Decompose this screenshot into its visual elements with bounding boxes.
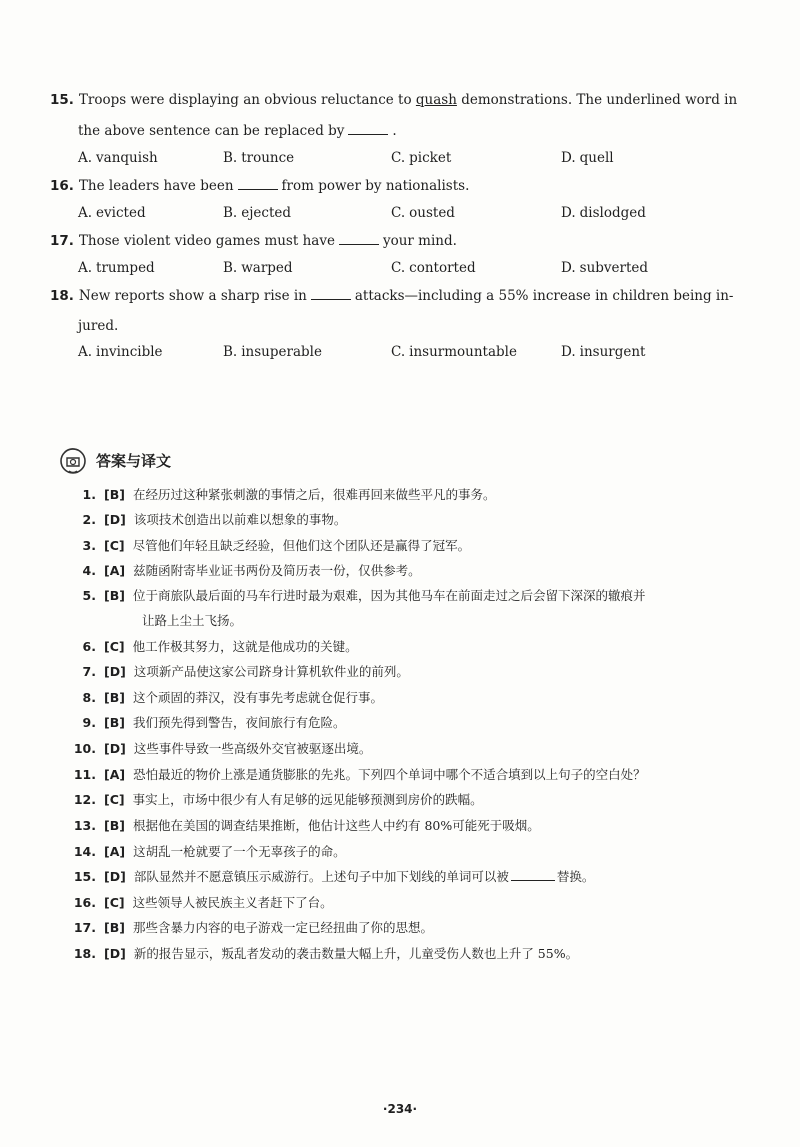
option-text: trounce	[241, 150, 295, 166]
option-letter: D.	[561, 344, 576, 360]
option-text: trumped	[96, 260, 155, 276]
question-number: 15.	[50, 92, 74, 108]
answer-number: 6.	[82, 639, 96, 654]
underlined-word: quash	[415, 92, 457, 108]
option-letter: B.	[223, 260, 238, 276]
answer-continuation: 让路上尘土飞扬。	[142, 613, 243, 628]
answer-number: 10.	[73, 741, 96, 756]
option-letter: C.	[391, 260, 406, 276]
option-b	[223, 342, 322, 362]
question-text: Those violent video games must have	[78, 233, 335, 249]
answer-translation: 兹随函附寄毕业证书两份及简历表一份，仅供参考。	[133, 563, 421, 578]
option-letter: C.	[391, 205, 406, 221]
answer-number: 15.	[73, 869, 96, 884]
answer-number: 7.	[82, 664, 96, 679]
question-16	[50, 176, 750, 196]
option-letter: D.	[561, 205, 576, 221]
answer-translation: 这些领导人被民族主义者赶下了台。	[132, 895, 333, 910]
answer-translation: 恐怕最近的物价上涨是通货膨胀的先兆。下列四个单词中哪个不适合填到以上句子的空白处？	[133, 767, 646, 782]
option-text: insuperable	[241, 344, 322, 360]
question-text: demonstrations. The underlined word in	[456, 92, 738, 108]
question-text: your mind.	[382, 233, 457, 249]
answer-number: 18.	[73, 946, 96, 961]
option-letter: D.	[561, 150, 576, 166]
answer-translation: 在经历过这种紧张刺激的事情之后，很难再回来做些平凡的事务。	[132, 487, 496, 502]
answer-key-icon	[58, 444, 90, 476]
answer-number: 9.	[82, 715, 96, 730]
answer-key: [D]	[104, 869, 126, 884]
answer-key: [A]	[104, 767, 126, 782]
answer-key: [B]	[104, 818, 125, 833]
answer-number: 5.	[82, 588, 96, 603]
answer-translation: 位于商旅队最后面的马车行进时最为艰难，因为其他马车在前面走过之后会留下深深的辙痕并	[132, 588, 646, 603]
answer-translation: 这项新产品使这家公司跻身计算机软件业的前列。	[133, 664, 409, 679]
answer-number: 12.	[73, 792, 96, 807]
answer-item	[70, 511, 750, 529]
answer-blank	[511, 868, 555, 881]
answer-item	[70, 587, 750, 605]
option-text: evicted	[96, 205, 146, 221]
option-text: ejected	[241, 205, 291, 221]
option-text: invincible	[96, 344, 163, 360]
option-text: dislodged	[579, 205, 646, 221]
answer-key: [C]	[104, 895, 125, 910]
option-letter: B.	[223, 205, 238, 221]
option-b	[223, 203, 291, 223]
option-letter: A.	[78, 205, 93, 221]
option-text: ousted	[409, 205, 455, 221]
option-letter: A.	[78, 150, 93, 166]
option-letter: C.	[391, 344, 406, 360]
question-number: 17.	[50, 233, 74, 249]
answer-key: [C]	[104, 538, 125, 553]
answer-key: [C]	[104, 639, 125, 654]
answer-number: 14.	[73, 844, 96, 859]
answer-blank	[348, 122, 388, 135]
answer-translation: 这个顽固的莽汉，没有事先考虑就仓促行事。	[132, 690, 383, 705]
answer-number: 1.	[82, 487, 96, 502]
option-b	[223, 148, 294, 168]
option-letter: C.	[391, 150, 406, 166]
question-18	[50, 286, 750, 306]
answer-item	[70, 537, 750, 555]
answer-key: [A]	[104, 844, 126, 859]
answer-key: [B]	[104, 690, 125, 705]
answer-number: 3.	[82, 538, 96, 553]
answer-translation: 那些含暴力内容的电子游戏一定已经扭曲了你的思想。	[132, 920, 433, 935]
option-c	[391, 258, 476, 278]
answer-item	[70, 740, 750, 758]
answer-translation: 尽管他们年轻且缺乏经验，但他们这个团队还是赢得了冠军。	[132, 538, 471, 553]
answer-key: [B]	[104, 920, 125, 935]
question-text: .	[392, 123, 397, 139]
answer-key: [B]	[104, 487, 125, 502]
question-15	[50, 90, 750, 110]
answer-key: [C]	[104, 792, 125, 807]
option-d	[561, 258, 648, 278]
option-c	[391, 342, 517, 362]
option-d	[561, 203, 646, 223]
option-text: vanquish	[96, 150, 158, 166]
answer-key: [B]	[104, 715, 125, 730]
answer-key: [D]	[104, 946, 126, 961]
option-text: quell	[579, 150, 614, 166]
answer-translation: 事实上，市场中很少有人有足够的远见能够预测到房价的跌幅。	[132, 792, 483, 807]
option-letter: A.	[78, 260, 93, 276]
option-c	[391, 203, 455, 223]
answer-blank	[311, 287, 351, 300]
option-letter: B.	[223, 150, 238, 166]
option-text: subverted	[579, 260, 649, 276]
answers-title: 答案与译文	[96, 452, 172, 470]
question-text: Troops were displaying an obvious reluctance to	[78, 92, 416, 108]
answer-blank	[339, 232, 379, 245]
answer-key: [A]	[104, 563, 126, 578]
option-d	[561, 342, 645, 362]
question-text: the above sentence can be replaced by	[78, 123, 345, 139]
answer-item	[70, 945, 750, 963]
answer-key: [D]	[104, 741, 126, 756]
answers-section-header	[58, 444, 358, 476]
question-number: 16.	[50, 178, 74, 194]
answer-key: [D]	[104, 664, 126, 679]
question-text: attacks—including a 55% increase in children being in-	[354, 288, 734, 304]
answer-translation: 根据他在美国的调查结果推断，他估计这些人中约有 80%可能死于吸烟。	[132, 818, 540, 833]
option-a	[78, 342, 163, 362]
option-text: warped	[241, 260, 293, 276]
option-text: contorted	[409, 260, 476, 276]
answer-number: 8.	[82, 690, 96, 705]
option-c	[391, 148, 451, 168]
question-18-continuation: jured.	[78, 318, 119, 334]
answer-translation: 替换。	[556, 869, 595, 884]
question-15-continuation	[78, 121, 397, 141]
option-text: insurmountable	[409, 344, 517, 360]
option-letter: B.	[223, 344, 238, 360]
answer-item	[70, 919, 750, 937]
answer-item	[70, 843, 750, 861]
option-letter: D.	[561, 260, 576, 276]
answer-number: 13.	[73, 818, 96, 833]
answer-number: 16.	[73, 895, 96, 910]
answer-item	[70, 791, 750, 809]
answer-number: 17.	[73, 920, 96, 935]
question-text: New reports show a sharp rise in	[78, 288, 307, 304]
option-a	[78, 258, 155, 278]
answer-item	[70, 868, 750, 886]
option-text: picket	[409, 150, 452, 166]
question-number: 18.	[50, 288, 74, 304]
option-letter: A.	[78, 344, 93, 360]
answer-key: [D]	[104, 512, 126, 527]
answer-item	[70, 894, 750, 912]
answer-key: [B]	[104, 588, 125, 603]
answer-translation: 部队显然并不愿意镇压示威游行。上述句子中加下划线的单词可以被	[133, 869, 509, 884]
answer-item	[70, 689, 750, 707]
answer-translation: 这些事件导致一些高级外交官被驱逐出境。	[133, 741, 372, 756]
question-17	[50, 231, 750, 251]
answer-number: 4.	[82, 563, 96, 578]
question-text: from power by nationalists.	[281, 178, 470, 194]
answer-item	[70, 714, 750, 732]
answer-number: 11.	[73, 767, 96, 782]
question-text: The leaders have been	[78, 178, 234, 194]
answer-translation: 新的报告显示，叛乱者发动的袭击数量大幅上升，儿童受伤人数也上升了 55%。	[133, 946, 579, 961]
option-a	[78, 203, 146, 223]
answer-translation: 这胡乱一枪就要了一个无辜孩子的命。	[133, 844, 346, 859]
answer-item	[70, 817, 750, 835]
answer-blank	[238, 177, 278, 190]
page-number: ·234·	[382, 1102, 418, 1116]
option-text: insurgent	[579, 344, 646, 360]
answer-item	[70, 766, 750, 784]
option-d	[561, 148, 614, 168]
answer-translation: 他工作极其努力，这就是他成功的关键。	[132, 639, 358, 654]
answer-translation: 我们预先得到警告，夜间旅行有危险。	[132, 715, 346, 730]
answer-item	[70, 638, 750, 656]
option-a	[78, 148, 158, 168]
option-b	[223, 258, 293, 278]
answer-number: 2.	[82, 512, 96, 527]
answer-translation: 该项技术创造出以前难以想象的事物。	[133, 512, 347, 527]
answer-item	[70, 663, 750, 681]
answer-item	[70, 486, 750, 504]
answer-item	[70, 562, 750, 580]
